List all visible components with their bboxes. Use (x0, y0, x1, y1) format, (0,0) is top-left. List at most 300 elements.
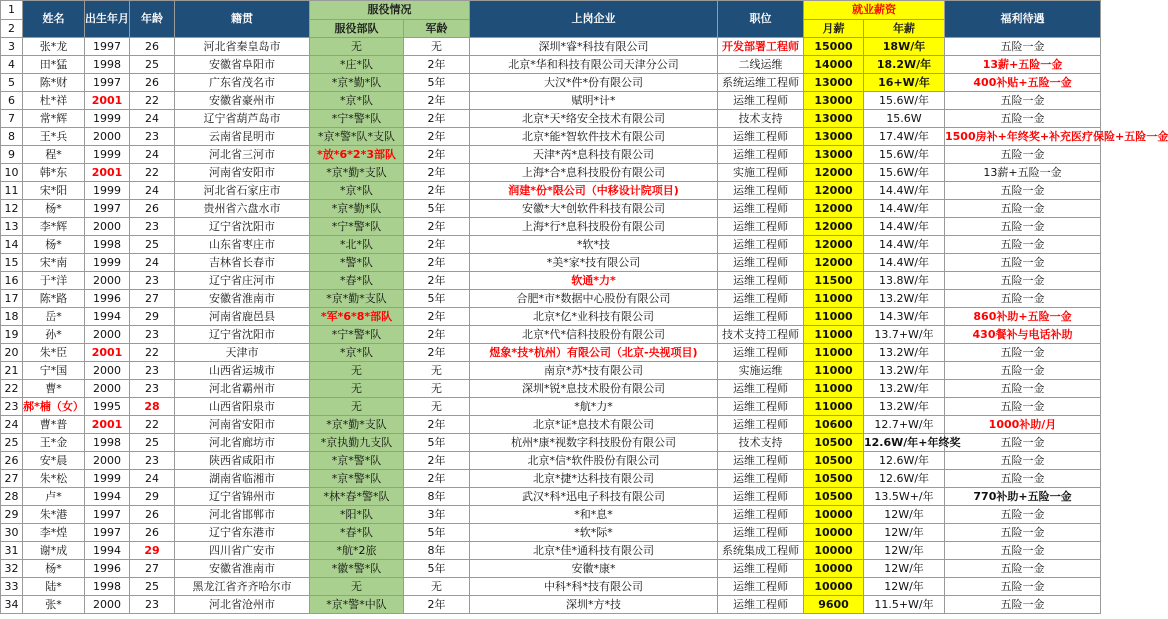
cell-birth-year[interactable]: 1997 (85, 38, 130, 56)
table-row[interactable] (1, 200, 1101, 218)
cell-welfare[interactable]: 1500房补+年终奖+补充医疗保险+五险一金 (945, 128, 1101, 146)
row-number[interactable]: 7 (1, 110, 23, 128)
cell-origin[interactable]: 广东省茂名市 (175, 74, 310, 92)
cell-age[interactable]: 24 (130, 470, 175, 488)
table-row[interactable] (1, 92, 1101, 110)
cell-years[interactable]: 无 (404, 38, 470, 56)
cell-unit[interactable]: 无 (310, 38, 404, 56)
cell-welfare[interactable]: 五险一金 (945, 380, 1101, 398)
cell-origin[interactable]: 河南省安阳市 (175, 416, 310, 434)
cell-monthly[interactable]: 10000 (804, 524, 864, 542)
cell-annual[interactable]: 13.2W/年 (864, 398, 945, 416)
cell-annual[interactable]: 18W/年 (864, 38, 945, 56)
cell-name[interactable]: 曹* (23, 380, 85, 398)
row-number[interactable]: 21 (1, 362, 23, 380)
cell-years[interactable]: 3年 (404, 506, 470, 524)
cell-unit[interactable]: *春*队 (310, 272, 404, 290)
cell-position[interactable]: 技术支持 (718, 434, 804, 452)
cell-origin[interactable]: 辽宁省沈阳市 (175, 218, 310, 236)
cell-age[interactable]: 29 (130, 488, 175, 506)
cell-annual[interactable]: 17.4W/年 (864, 128, 945, 146)
cell-years[interactable]: 5年 (404, 290, 470, 308)
cell-welfare[interactable]: 五险一金 (945, 272, 1101, 290)
cell-birth-year[interactable]: 1997 (85, 200, 130, 218)
table-row[interactable] (1, 470, 1101, 488)
cell-monthly[interactable]: 11500 (804, 272, 864, 290)
cell-birth-year[interactable]: 1998 (85, 236, 130, 254)
row-number[interactable]: 31 (1, 542, 23, 560)
cell-age[interactable]: 23 (130, 380, 175, 398)
table-row[interactable] (1, 578, 1101, 596)
cell-age[interactable]: 26 (130, 524, 175, 542)
cell-position[interactable]: 运维工程师 (718, 254, 804, 272)
cell-origin[interactable]: 河北省秦皇岛市 (175, 38, 310, 56)
row-number[interactable]: 5 (1, 74, 23, 92)
cell-monthly[interactable]: 12000 (804, 254, 864, 272)
cell-birth-year[interactable]: 2000 (85, 272, 130, 290)
cell-name[interactable]: 陆* (23, 578, 85, 596)
cell-age[interactable]: 24 (130, 146, 175, 164)
cell-welfare[interactable]: 五险一金 (945, 182, 1101, 200)
cell-unit[interactable]: *京*勤*队 (310, 200, 404, 218)
cell-name[interactable]: 杨* (23, 200, 85, 218)
cell-annual[interactable]: 15.6W/年 (864, 164, 945, 182)
cell-name[interactable]: 王*兵 (23, 128, 85, 146)
cell-monthly[interactable]: 12000 (804, 164, 864, 182)
cell-company[interactable]: 北京*信*软件股份有限公司 (470, 452, 718, 470)
cell-monthly[interactable]: 11000 (804, 326, 864, 344)
cell-age[interactable]: 25 (130, 434, 175, 452)
table-row[interactable] (1, 326, 1101, 344)
row-number[interactable]: 9 (1, 146, 23, 164)
cell-company[interactable]: 安徽*康* (470, 560, 718, 578)
cell-position[interactable]: 技术支持工程师 (718, 326, 804, 344)
row-number[interactable]: 6 (1, 92, 23, 110)
cell-age[interactable]: 22 (130, 92, 175, 110)
cell-name[interactable]: 孙* (23, 326, 85, 344)
cell-monthly[interactable]: 14000 (804, 56, 864, 74)
cell-position[interactable]: 运维工程师 (718, 452, 804, 470)
cell-name[interactable]: 李*煌 (23, 524, 85, 542)
cell-annual[interactable]: 12W/年 (864, 524, 945, 542)
cell-annual[interactable]: 14.4W/年 (864, 182, 945, 200)
cell-monthly[interactable]: 12000 (804, 236, 864, 254)
cell-position[interactable]: 运维工程师 (718, 182, 804, 200)
cell-company[interactable]: 大汉*件*份有限公司 (470, 74, 718, 92)
cell-company[interactable]: 安徽*大*创软件科技有限公司 (470, 200, 718, 218)
cell-years[interactable]: 2年 (404, 326, 470, 344)
cell-company[interactable]: 软通*力* (470, 272, 718, 290)
row-number[interactable]: 33 (1, 578, 23, 596)
cell-company[interactable]: 深圳*锐*息技术股份有限公司 (470, 380, 718, 398)
row-number[interactable]: 17 (1, 290, 23, 308)
cell-birth-year[interactable]: 2000 (85, 218, 130, 236)
cell-birth-year[interactable]: 1998 (85, 434, 130, 452)
cell-years[interactable]: 无 (404, 380, 470, 398)
cell-annual[interactable]: 14.4W/年 (864, 218, 945, 236)
table-row[interactable] (1, 308, 1101, 326)
cell-company[interactable]: 北京*代*信科技股份有限公司 (470, 326, 718, 344)
cell-position[interactable]: 运维工程师 (718, 92, 804, 110)
cell-birth-year[interactable]: 2000 (85, 128, 130, 146)
cell-name[interactable]: 常*辉 (23, 110, 85, 128)
cell-name[interactable]: 程* (23, 146, 85, 164)
cell-company[interactable]: 天津*芮*息科技有限公司 (470, 146, 718, 164)
cell-name[interactable]: 陈*财 (23, 74, 85, 92)
cell-welfare[interactable]: 五险一金 (945, 344, 1101, 362)
cell-company[interactable]: 合肥*市*数据中心股份有限公司 (470, 290, 718, 308)
cell-company[interactable]: *和*息* (470, 506, 718, 524)
cell-origin[interactable]: 云南省昆明市 (175, 128, 310, 146)
cell-unit[interactable]: *京*警*队 (310, 452, 404, 470)
cell-unit[interactable]: *航*2旅 (310, 542, 404, 560)
cell-annual[interactable]: 13.2W/年 (864, 344, 945, 362)
cell-position[interactable]: 运维工程师 (718, 290, 804, 308)
cell-unit[interactable]: *京*警*队 (310, 470, 404, 488)
cell-years[interactable]: 无 (404, 362, 470, 380)
row-number[interactable]: 20 (1, 344, 23, 362)
cell-age[interactable]: 23 (130, 128, 175, 146)
cell-unit[interactable]: *宁*警*队 (310, 326, 404, 344)
cell-company[interactable]: *美*家*技有限公司 (470, 254, 718, 272)
cell-annual[interactable]: 12W/年 (864, 560, 945, 578)
cell-age[interactable]: 22 (130, 344, 175, 362)
table-row[interactable] (1, 506, 1101, 524)
cell-welfare[interactable]: 五险一金 (945, 110, 1101, 128)
cell-welfare[interactable]: 五险一金 (945, 236, 1101, 254)
cell-birth-year[interactable]: 2000 (85, 596, 130, 614)
cell-name[interactable]: 韩*东 (23, 164, 85, 182)
cell-welfare[interactable]: 五险一金 (945, 362, 1101, 380)
cell-unit[interactable]: *军*6*8*部队 (310, 308, 404, 326)
cell-annual[interactable]: 12.6W/年 (864, 452, 945, 470)
table-row[interactable] (1, 218, 1101, 236)
cell-name[interactable]: 田*猛 (23, 56, 85, 74)
cell-years[interactable]: 2年 (404, 452, 470, 470)
row-number[interactable]: 15 (1, 254, 23, 272)
header-position[interactable]: 职位 (718, 1, 804, 38)
cell-birth-year[interactable]: 1996 (85, 290, 130, 308)
cell-birth-year[interactable]: 1999 (85, 470, 130, 488)
cell-age[interactable]: 26 (130, 74, 175, 92)
cell-age[interactable]: 23 (130, 452, 175, 470)
cell-welfare[interactable]: 五险一金 (945, 290, 1101, 308)
cell-company[interactable]: 北京*亿*业科技有限公司 (470, 308, 718, 326)
cell-birth-year[interactable]: 1998 (85, 578, 130, 596)
cell-company[interactable]: 杭州*康*视数字科技股份有限公司 (470, 434, 718, 452)
cell-annual[interactable]: 12W/年 (864, 506, 945, 524)
row-number[interactable]: 30 (1, 524, 23, 542)
cell-company[interactable]: 北京*证*息技术有限公司 (470, 416, 718, 434)
cell-name[interactable]: 李*辉 (23, 218, 85, 236)
cell-position[interactable]: 运维工程师 (718, 506, 804, 524)
cell-position[interactable]: 运维工程师 (718, 560, 804, 578)
cell-welfare[interactable]: 五险一金 (945, 596, 1101, 614)
cell-years[interactable]: 2年 (404, 344, 470, 362)
row-number[interactable]: 25 (1, 434, 23, 452)
cell-position[interactable]: 运维工程师 (718, 218, 804, 236)
cell-birth-year[interactable]: 1994 (85, 542, 130, 560)
cell-origin[interactable]: 河北省邯郸市 (175, 506, 310, 524)
row-number[interactable]: 18 (1, 308, 23, 326)
cell-company[interactable]: 南京*苏*技有限公司 (470, 362, 718, 380)
cell-years[interactable]: 5年 (404, 434, 470, 452)
cell-monthly[interactable]: 10500 (804, 470, 864, 488)
table-row[interactable] (1, 38, 1101, 56)
cell-annual[interactable]: 12W/年 (864, 542, 945, 560)
cell-monthly[interactable]: 15000 (804, 38, 864, 56)
row-number[interactable]: 28 (1, 488, 23, 506)
cell-years[interactable]: 2年 (404, 254, 470, 272)
cell-welfare[interactable]: 五险一金 (945, 524, 1101, 542)
cell-welfare[interactable]: 400补贴+五险一金 (945, 74, 1101, 92)
table-row[interactable] (1, 254, 1101, 272)
cell-annual[interactable]: 14.3W/年 (864, 308, 945, 326)
cell-unit[interactable]: 无 (310, 380, 404, 398)
table-row[interactable] (1, 146, 1101, 164)
cell-origin[interactable]: 山西省阳泉市 (175, 398, 310, 416)
cell-age[interactable]: 23 (130, 596, 175, 614)
cell-age[interactable]: 29 (130, 308, 175, 326)
row-number[interactable]: 27 (1, 470, 23, 488)
cell-welfare[interactable]: 五险一金 (945, 434, 1101, 452)
cell-origin[interactable]: 安徽省淮南市 (175, 290, 310, 308)
cell-monthly[interactable]: 10500 (804, 488, 864, 506)
cell-origin[interactable]: 天津市 (175, 344, 310, 362)
cell-company[interactable]: 武汉*科*迅电子科技有限公司 (470, 488, 718, 506)
cell-company[interactable]: 北京*天*络安全技术有限公司 (470, 110, 718, 128)
cell-origin[interactable]: 安徽省豪州市 (175, 92, 310, 110)
row-number[interactable]: 12 (1, 200, 23, 218)
row-number[interactable]: 29 (1, 506, 23, 524)
cell-years[interactable]: 2年 (404, 110, 470, 128)
header-unit[interactable]: 服役部队 (310, 20, 404, 38)
cell-annual[interactable]: 13.7+W/年 (864, 326, 945, 344)
cell-name[interactable]: 王*金 (23, 434, 85, 452)
cell-years[interactable]: 5年 (404, 200, 470, 218)
cell-position[interactable]: 运维工程师 (718, 146, 804, 164)
cell-unit[interactable]: *京*警*队*支队 (310, 128, 404, 146)
cell-unit[interactable]: *放*6*2*3部队 (310, 146, 404, 164)
cell-years[interactable]: 8年 (404, 542, 470, 560)
cell-name[interactable]: 朱*港 (23, 506, 85, 524)
cell-welfare[interactable]: 860补助+五险一金 (945, 308, 1101, 326)
cell-unit[interactable]: *阳*队 (310, 506, 404, 524)
cell-name[interactable]: 卢* (23, 488, 85, 506)
cell-name[interactable]: 宁*国 (23, 362, 85, 380)
cell-origin[interactable]: 山东省枣庄市 (175, 236, 310, 254)
cell-origin[interactable]: 河北省沧州市 (175, 596, 310, 614)
cell-years[interactable]: 2年 (404, 218, 470, 236)
cell-company[interactable]: 煜象*技*杭州）有限公司（北京-央视项目) (470, 344, 718, 362)
header-company[interactable]: 上岗企业 (470, 1, 718, 38)
cell-welfare[interactable]: 五险一金 (945, 578, 1101, 596)
cell-origin[interactable]: 辽宁省东港市 (175, 524, 310, 542)
cell-monthly[interactable]: 11000 (804, 362, 864, 380)
cell-name[interactable]: 于*洋 (23, 272, 85, 290)
row-number[interactable]: 1 (1, 1, 23, 20)
table-row[interactable] (1, 182, 1101, 200)
cell-annual[interactable]: 13.5W+/年 (864, 488, 945, 506)
header-birth-year[interactable]: 出生年月 (85, 1, 130, 38)
cell-unit[interactable]: *庄*队 (310, 56, 404, 74)
cell-birth-year[interactable]: 2001 (85, 92, 130, 110)
cell-monthly[interactable]: 13000 (804, 146, 864, 164)
cell-annual[interactable]: 15.6W (864, 110, 945, 128)
row-number[interactable]: 34 (1, 596, 23, 614)
cell-unit[interactable]: *京*勤*支队 (310, 290, 404, 308)
cell-years[interactable]: 2年 (404, 416, 470, 434)
cell-company[interactable]: 北京*能*智软件技术有限公司 (470, 128, 718, 146)
cell-unit[interactable]: *京*队 (310, 344, 404, 362)
header-annual[interactable]: 年薪 (864, 20, 945, 38)
cell-welfare[interactable]: 430餐补与电话补助 (945, 326, 1101, 344)
cell-birth-year[interactable]: 1998 (85, 56, 130, 74)
cell-birth-year[interactable]: 1999 (85, 182, 130, 200)
cell-origin[interactable]: 湖南省临湘市 (175, 470, 310, 488)
cell-age[interactable]: 27 (130, 290, 175, 308)
cell-birth-year[interactable]: 1996 (85, 560, 130, 578)
cell-monthly[interactable]: 13000 (804, 92, 864, 110)
cell-position[interactable]: 运维工程师 (718, 308, 804, 326)
cell-welfare[interactable]: 五险一金 (945, 146, 1101, 164)
cell-origin[interactable]: 陕西省咸阳市 (175, 452, 310, 470)
cell-name[interactable]: 安*晨 (23, 452, 85, 470)
cell-birth-year[interactable]: 2000 (85, 380, 130, 398)
cell-origin[interactable]: 河北省三河市 (175, 146, 310, 164)
cell-position[interactable]: 系统集成工程师 (718, 542, 804, 560)
cell-origin[interactable]: 安徽省淮南市 (175, 560, 310, 578)
cell-unit[interactable]: 无 (310, 578, 404, 596)
cell-position[interactable]: 运维工程师 (718, 236, 804, 254)
cell-position[interactable]: 运维工程师 (718, 128, 804, 146)
cell-position[interactable]: 技术支持 (718, 110, 804, 128)
cell-monthly[interactable]: 10600 (804, 416, 864, 434)
cell-welfare[interactable]: 1000补助/月 (945, 416, 1101, 434)
cell-origin[interactable]: 河南省鹿邑县 (175, 308, 310, 326)
cell-company[interactable]: 北京*捷*达科技有限公司 (470, 470, 718, 488)
cell-birth-year[interactable]: 2001 (85, 416, 130, 434)
row-number[interactable]: 3 (1, 38, 23, 56)
cell-monthly[interactable]: 10000 (804, 506, 864, 524)
cell-welfare[interactable]: 五险一金 (945, 452, 1101, 470)
cell-welfare[interactable]: 13薪+五险一金 (945, 164, 1101, 182)
cell-birth-year[interactable]: 1999 (85, 254, 130, 272)
cell-years[interactable]: 5年 (404, 524, 470, 542)
row-number[interactable]: 19 (1, 326, 23, 344)
cell-annual[interactable]: 13.2W/年 (864, 362, 945, 380)
cell-annual[interactable]: 11.5+W/年 (864, 596, 945, 614)
cell-annual[interactable]: 13.2W/年 (864, 290, 945, 308)
cell-welfare[interactable]: 五险一金 (945, 398, 1101, 416)
cell-years[interactable]: 2年 (404, 182, 470, 200)
cell-company[interactable]: *软*技 (470, 236, 718, 254)
cell-years[interactable]: 2年 (404, 164, 470, 182)
table-row[interactable] (1, 488, 1101, 506)
cell-annual[interactable]: 15.6W/年 (864, 92, 945, 110)
table-row[interactable] (1, 164, 1101, 182)
cell-unit[interactable]: *京*警*中队 (310, 596, 404, 614)
row-number[interactable]: 32 (1, 560, 23, 578)
row-number[interactable]: 26 (1, 452, 23, 470)
cell-position[interactable]: 实施运维 (718, 362, 804, 380)
cell-age[interactable]: 27 (130, 560, 175, 578)
cell-age[interactable]: 26 (130, 38, 175, 56)
header-name[interactable]: 姓名 (23, 1, 85, 38)
cell-unit[interactable]: *京*勤*支队 (310, 416, 404, 434)
cell-position[interactable]: 运维工程师 (718, 470, 804, 488)
row-number[interactable]: 2 (1, 20, 23, 38)
cell-name[interactable]: 张* (23, 596, 85, 614)
cell-age[interactable]: 22 (130, 416, 175, 434)
cell-unit[interactable]: *春*队 (310, 524, 404, 542)
cell-annual[interactable]: 15.6W/年 (864, 146, 945, 164)
cell-years[interactable]: 5年 (404, 74, 470, 92)
cell-years[interactable]: 无 (404, 398, 470, 416)
cell-company[interactable]: *软*际* (470, 524, 718, 542)
cell-years[interactable]: 2年 (404, 596, 470, 614)
cell-annual[interactable]: 12.6W/年+年终奖 (864, 434, 945, 452)
cell-unit[interactable]: *京*队 (310, 182, 404, 200)
cell-years[interactable]: 2年 (404, 128, 470, 146)
cell-unit[interactable]: *京*勤*支队 (310, 164, 404, 182)
cell-welfare[interactable]: 13薪+五险一金 (945, 56, 1101, 74)
cell-birth-year[interactable]: 2000 (85, 452, 130, 470)
cell-annual[interactable]: 12.6W/年 (864, 470, 945, 488)
cell-annual[interactable]: 14.4W/年 (864, 254, 945, 272)
cell-years[interactable]: 8年 (404, 488, 470, 506)
cell-name[interactable]: 陈*路 (23, 290, 85, 308)
table-row[interactable] (1, 524, 1101, 542)
cell-origin[interactable]: 辽宁省锦州市 (175, 488, 310, 506)
cell-welfare[interactable]: 五险一金 (945, 560, 1101, 578)
cell-birth-year[interactable]: 2001 (85, 344, 130, 362)
cell-company[interactable]: 北京*华和科技有限公司天津分公司 (470, 56, 718, 74)
cell-monthly[interactable]: 9600 (804, 596, 864, 614)
cell-position[interactable]: 运维工程师 (718, 200, 804, 218)
cell-age[interactable]: 23 (130, 218, 175, 236)
cell-age[interactable]: 25 (130, 578, 175, 596)
cell-unit[interactable]: *宁*警*队 (310, 110, 404, 128)
cell-birth-year[interactable]: 1994 (85, 308, 130, 326)
cell-monthly[interactable]: 12000 (804, 218, 864, 236)
cell-position[interactable]: 实施工程师 (718, 164, 804, 182)
header-service[interactable]: 服役情况 (310, 1, 470, 20)
cell-name[interactable]: 谢*成 (23, 542, 85, 560)
cell-age[interactable]: 26 (130, 200, 175, 218)
cell-welfare[interactable]: 五险一金 (945, 200, 1101, 218)
cell-monthly[interactable]: 10000 (804, 578, 864, 596)
cell-company[interactable]: 上海*合*息科技股份有限公司 (470, 164, 718, 182)
row-number[interactable]: 10 (1, 164, 23, 182)
cell-birth-year[interactable]: 2000 (85, 326, 130, 344)
cell-monthly[interactable]: 10500 (804, 434, 864, 452)
cell-monthly[interactable]: 13000 (804, 74, 864, 92)
cell-age[interactable]: 28 (130, 398, 175, 416)
cell-origin[interactable]: 四川省广安市 (175, 542, 310, 560)
row-number[interactable]: 4 (1, 56, 23, 74)
row-number[interactable]: 24 (1, 416, 23, 434)
row-number[interactable]: 14 (1, 236, 23, 254)
table-row[interactable] (1, 290, 1101, 308)
cell-birth-year[interactable]: 1999 (85, 146, 130, 164)
cell-birth-year[interactable]: 2000 (85, 362, 130, 380)
cell-monthly[interactable]: 11000 (804, 344, 864, 362)
cell-birth-year[interactable]: 1997 (85, 506, 130, 524)
cell-position[interactable]: 二线运维 (718, 56, 804, 74)
cell-unit[interactable]: 无 (310, 398, 404, 416)
cell-age[interactable]: 25 (130, 56, 175, 74)
